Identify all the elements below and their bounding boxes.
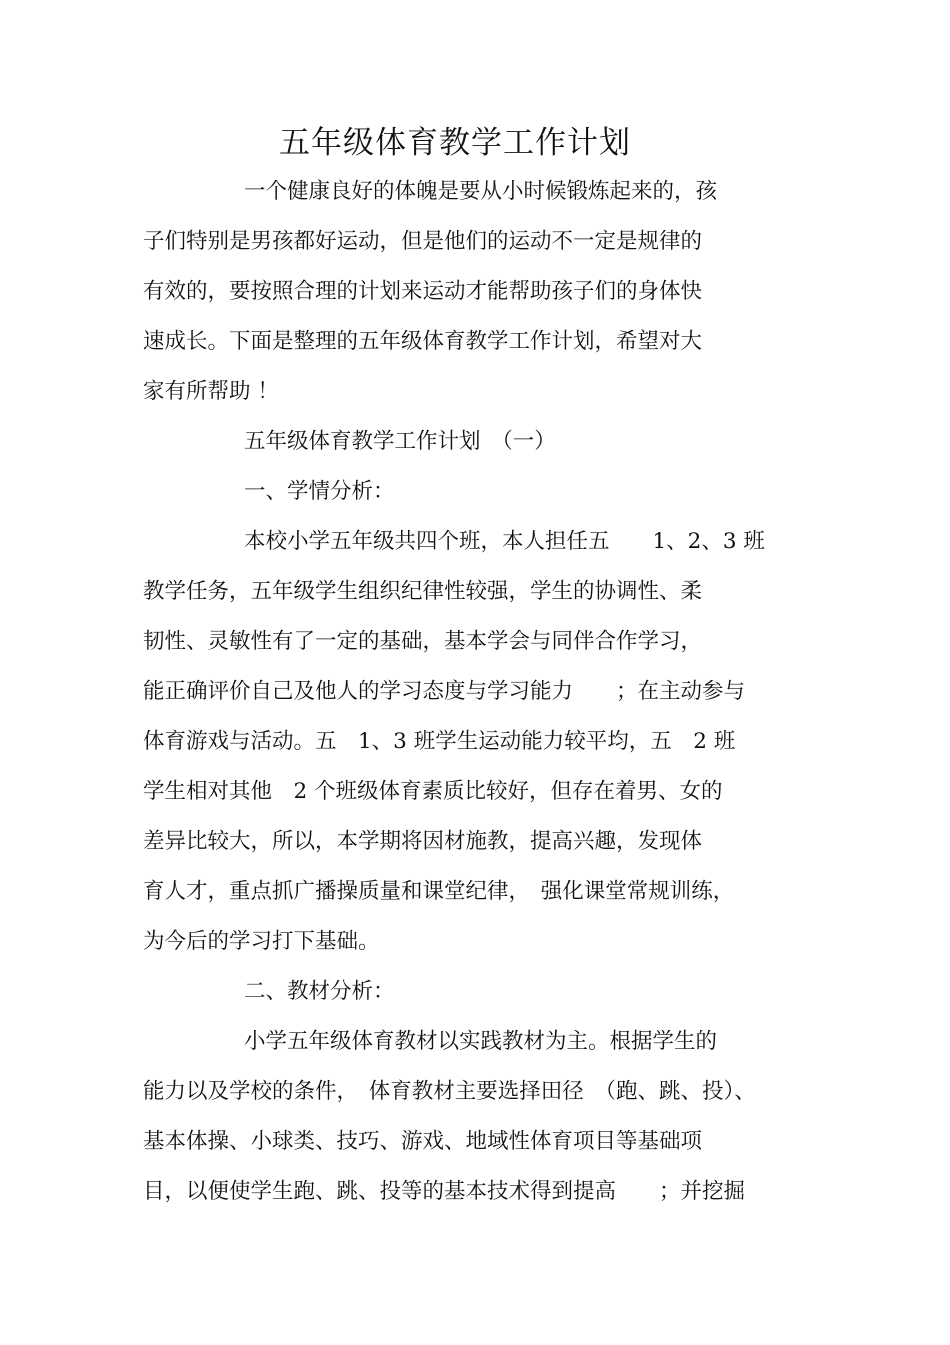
intro-line-1: 一个健康良好的体魄是要从小时候锻炼起来的，孩: [244, 179, 718, 204]
section-2-line-3: 基本体操、小球类、技巧、游戏、地域性体育项目等基础项: [143, 1129, 703, 1154]
plan-subtitle: 五年级体育教学工作计划 （一）: [244, 429, 556, 454]
intro-line-4: 速成长。下面是整理的五年级体育教学工作计划，希望对大: [143, 329, 703, 354]
section-1-line-8: 育人才，重点抓广播操质量和课堂纪律， 强化课堂常规训练，: [143, 879, 735, 904]
section-2-line-1: 小学五年级体育教材以实践教材为主。根据学生的: [244, 1029, 718, 1054]
section-1-line-6: 学生相对其他 2 个班级体育素质比较好，但存在着男、女的: [143, 779, 723, 804]
document-title: 五年级体育教学工作计划: [279, 125, 631, 161]
section-1-line-1: 本校小学五年级共四个班，本人担任五 1、2、3 班: [244, 529, 765, 554]
section-2-line-4: 目，以便使学生跑、跳、投等的基本技术得到提高 ；并挖掘: [143, 1179, 746, 1204]
intro-line-2: 子们特别是男孩都好运动，但是他们的运动不一定是规律的: [143, 229, 703, 254]
section-2-heading: 二、教材分析：: [244, 979, 395, 1004]
section-1-line-3: 韧性、灵敏性有了一定的基础，基本学会与同伴合作学习，: [143, 629, 703, 654]
section-1-line-9: 为今后的学习打下基础。: [143, 929, 380, 954]
section-1-line-2: 教学任务，五年级学生组织纪律性较强，学生的协调性、柔: [143, 579, 703, 604]
section-1-line-4: 能正确评价自己及他人的学习态度与学习能力 ；在主动参与: [143, 679, 746, 704]
intro-line-3: 有效的，要按照合理的计划来运动才能帮助孩子们的身体快: [143, 279, 703, 304]
section-1-line-7: 差异比较大，所以，本学期将因材施教，提高兴趣，发现体: [143, 829, 703, 854]
section-2-line-2: 能力以及学校的条件， 体育教材主要选择田径 （跑、跳、投）、: [143, 1079, 756, 1104]
intro-line-5: 家有所帮助 ！: [143, 379, 279, 404]
section-1-line-5: 体育游戏与活动。五 1、3 班学生运动能力较平均，五 2 班: [143, 729, 736, 754]
section-1-heading: 一、学情分析：: [244, 479, 395, 504]
